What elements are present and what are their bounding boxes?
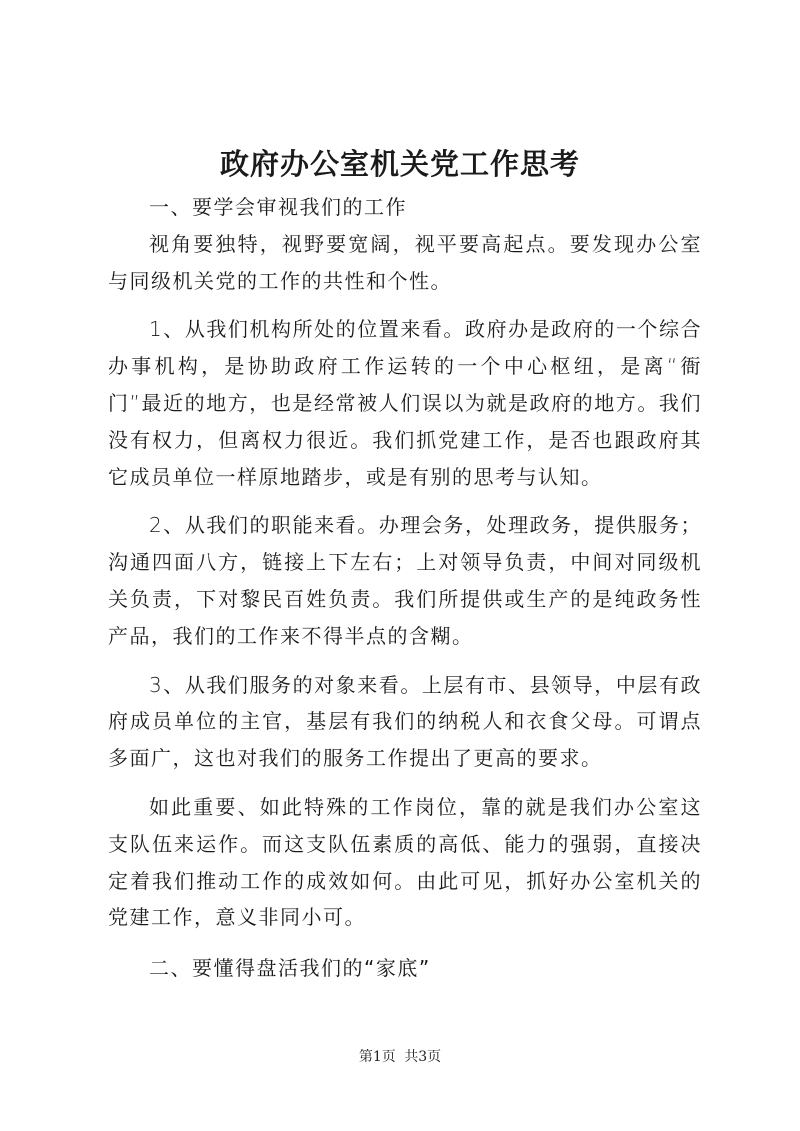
page-number: 第1页 — [358, 1049, 396, 1065]
paragraph-1: 视角要独特，视野要宽阔，视平要高起点。要发现办公室与同级机关党的工作的共性和个性。 — [108, 231, 702, 293]
document-body — [108, 189, 702, 987]
paragraph-5: 如此重要、如此特殊的工作岗位，靠的就是我们办公室这支队伍来运作。而这支队伍素质的高低、能力的强弱，直接决定着我们推动工作的成效如何。由此可见，抓好办公室机关的党建工作，意义非同小可。 — [108, 794, 702, 930]
section-heading-1: 一、要学会审视我们的工作 — [149, 195, 407, 219]
page-footer — [0, 1046, 800, 1066]
section-heading-2: 二、要懂得盘活我们的“家底” — [149, 956, 431, 981]
paragraph-3: 2、从我们的职能来看。办理会务，处理政务，提供服务；沟通四面八方，链接上下左右；上对领导负责，中间对同级机关负责，下对黎民百姓负责。我们所提供或生产的是纯政务性产品，我们的工作来不得半点的含糊。 — [108, 513, 702, 648]
document-title: 政府办公室机关党工作思考 — [219, 147, 580, 181]
page-total: 共3页 — [404, 1049, 442, 1065]
paragraph-2: 1、从我们机构所处的位置来看。政府办是政府的一个综合办事机构，是协助政府工作运转的一个中心枢纽，是离“衙门”最近的地方，也是经常被人们误以为就是政府的地方。我们没有权力，但离权力很近。我们抓党建工作，是否也跟政府其它成员单位一样原地踏步，或是有别的思考与认知。 — [108, 317, 702, 489]
paragraph-4: 3、从我们服务的对象来看。上层有市、县领导，中层有政府成员单位的主官，基层有我们的纳税人和衣食父母。可谓点多面广，这也对我们的服务工作提出了更高的要求。 — [108, 672, 702, 771]
